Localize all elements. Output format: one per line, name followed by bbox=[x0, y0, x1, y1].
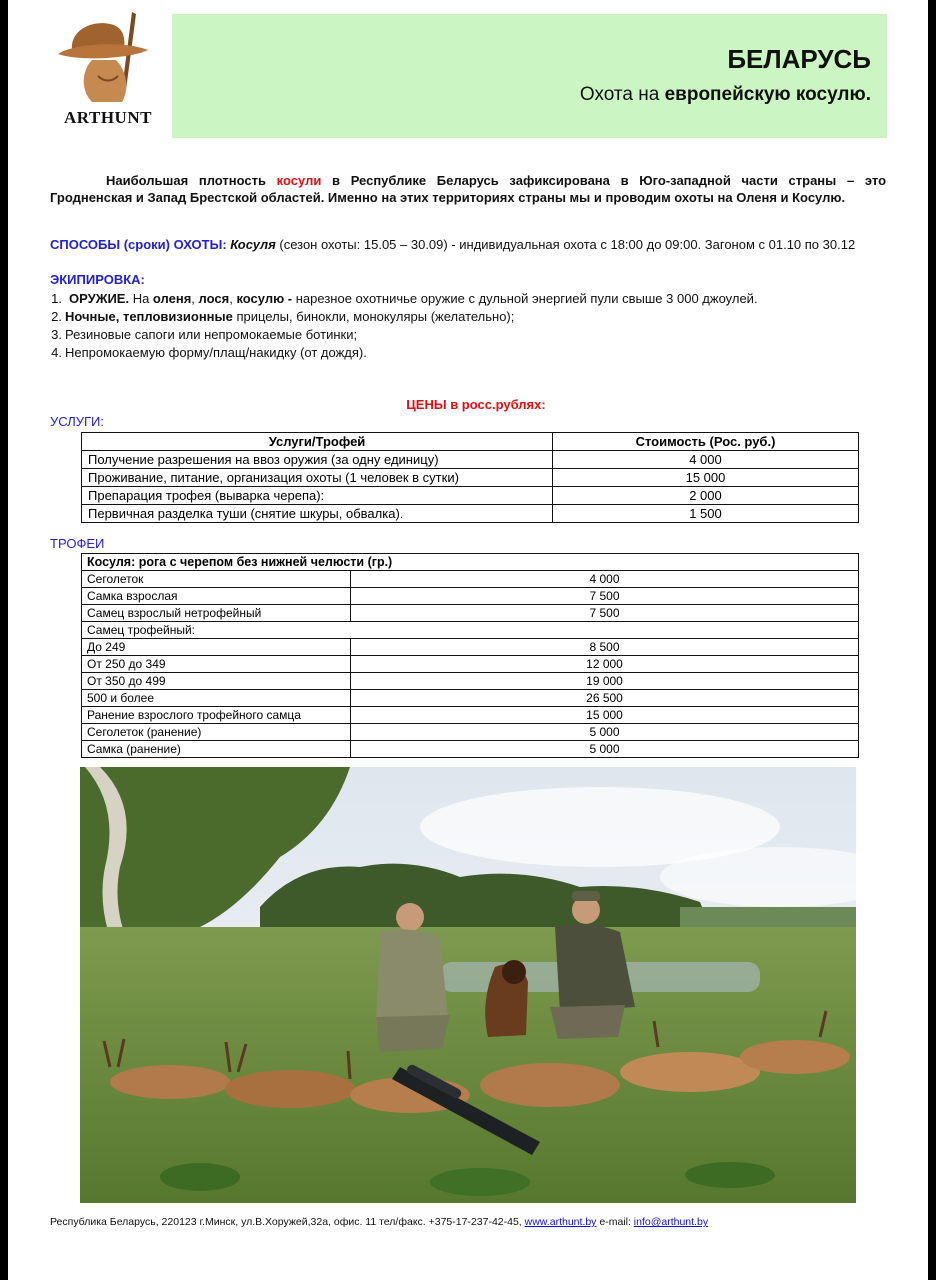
equipment-item bbox=[46, 308, 846, 326]
trophy-price: 26 500 bbox=[351, 690, 859, 707]
trophy-name: 500 и более bbox=[82, 690, 351, 707]
column-header: Стоимость (Рос. руб.) bbox=[553, 433, 859, 451]
equipment-item bbox=[46, 290, 846, 308]
trophy-price: 5 000 bbox=[351, 741, 859, 758]
document-page bbox=[8, 0, 928, 1280]
trophy-price: 12 000 bbox=[351, 656, 859, 673]
trophy-name: От 350 до 499 bbox=[82, 673, 351, 690]
trophy-price: 15 000 bbox=[351, 707, 859, 724]
trophy-name: Сеголеток bbox=[82, 571, 351, 588]
service-price: 4 000 bbox=[553, 451, 859, 469]
table-row bbox=[82, 487, 859, 505]
trophy-name: От 250 до 349 bbox=[82, 656, 351, 673]
service-name: Первичная разделка туши (снятие шкуры, обвалка). bbox=[82, 505, 553, 523]
prices-heading: ЦЕНЫ в росс.рублях: bbox=[406, 397, 546, 412]
methods-species: Косуля bbox=[230, 237, 276, 252]
list-number: 3. bbox=[51, 327, 62, 342]
table-row bbox=[82, 639, 859, 656]
intro-text-1: Наибольшая плотность bbox=[106, 173, 277, 188]
table-row bbox=[82, 588, 859, 605]
intro-highlight: косули bbox=[276, 173, 322, 188]
item-bold: ОРУЖИЕ. bbox=[69, 291, 130, 306]
service-price: 15 000 bbox=[553, 469, 859, 487]
trophy-name: Сеголеток (ранение) bbox=[82, 724, 351, 741]
trophy-subheading: Самец трофейный: bbox=[82, 622, 859, 639]
trophy-price: 5 000 bbox=[351, 724, 859, 741]
trophy-name: Самец взрослый нетрофейный bbox=[82, 605, 351, 622]
table-row bbox=[82, 724, 859, 741]
trophy-price: 8 500 bbox=[351, 639, 859, 656]
equipment-item bbox=[46, 344, 846, 362]
equipment-item bbox=[46, 326, 846, 344]
website-link[interactable]: www.arthunt.by bbox=[524, 1216, 597, 1228]
email-link[interactable]: info@arthunt.by bbox=[633, 1216, 709, 1228]
equipment-list bbox=[46, 290, 846, 362]
item-text: Резиновые сапоги или непромокаемые ботинки; bbox=[65, 327, 358, 342]
list-number: 4. bbox=[51, 345, 62, 360]
trophy-price: 7 500 bbox=[351, 588, 859, 605]
trophy-price: 4 000 bbox=[351, 571, 859, 588]
methods-label: СПОСОБЫ (сроки) ОХОТЫ: bbox=[50, 237, 227, 252]
item-text: , bbox=[229, 291, 237, 306]
hunting-methods bbox=[50, 236, 886, 254]
intro-paragraph bbox=[50, 172, 886, 206]
trophy-name: Самка (ранение) bbox=[82, 741, 351, 758]
table-row bbox=[82, 451, 859, 469]
table-row bbox=[82, 622, 859, 639]
trophy-price: 7 500 bbox=[351, 605, 859, 622]
table-row bbox=[82, 469, 859, 487]
item-bold: лося bbox=[198, 291, 230, 306]
item-text: Непромокаемую форму/плащ/накидку (от дождя). bbox=[65, 345, 367, 360]
service-name: Получение разрешения на ввоз оружия (за одну единицу) bbox=[82, 451, 553, 469]
item-text: , bbox=[191, 291, 199, 306]
table-row bbox=[82, 656, 859, 673]
equipment-label: ЭКИПИРОВКА: bbox=[50, 272, 145, 287]
services-table bbox=[81, 432, 859, 523]
header-banner bbox=[172, 14, 887, 138]
table-row bbox=[82, 605, 859, 622]
item-bold: Ночные, тепловизионные bbox=[65, 309, 233, 324]
page-subtitle bbox=[580, 84, 871, 106]
table-row bbox=[82, 690, 859, 707]
email-label: e-mail: bbox=[596, 1216, 634, 1228]
footer-contacts bbox=[50, 1216, 708, 1228]
table-row bbox=[82, 707, 859, 724]
hunter-hat-icon bbox=[52, 10, 164, 106]
trophy-price: 19 000 bbox=[351, 673, 859, 690]
table-row bbox=[82, 571, 859, 588]
item-text: На bbox=[129, 291, 153, 306]
column-header: Услуги/Трофей bbox=[82, 433, 553, 451]
item-text: прицелы, бинокли, монокуляры (желательно); bbox=[232, 309, 515, 324]
item-bold: косулю - bbox=[236, 291, 293, 306]
arthunt-logo bbox=[52, 10, 164, 128]
table-row bbox=[82, 741, 859, 758]
trophies-label: ТРОФЕИ bbox=[50, 536, 105, 551]
trophies-table bbox=[81, 553, 859, 758]
methods-text: (сезон охоты: 15.05 – 30.09) - индивидуальная охота с 18:00 до 09:00. Загоном с 01.10 по 30.12 bbox=[275, 237, 856, 252]
trophy-name: Ранение взрослого трофейного самца bbox=[82, 707, 351, 724]
trophy-name: Самка взрослая bbox=[82, 588, 351, 605]
page-title: БЕЛАРУСЬ bbox=[727, 44, 871, 74]
logo-text: ARTHUNT bbox=[64, 108, 152, 127]
subtitle-text: Охота на bbox=[579, 84, 665, 105]
services-label: УСЛУГИ: bbox=[50, 414, 104, 429]
service-price: 1 500 bbox=[553, 505, 859, 523]
item-text: нарезное охотничье оружие с дульной энергией пули свыше 3 000 джоулей. bbox=[292, 291, 758, 306]
list-number: 2. bbox=[51, 309, 62, 324]
table-row bbox=[82, 505, 859, 523]
list-number: 1. bbox=[51, 291, 62, 306]
table-header-row bbox=[82, 433, 859, 451]
footer-address: Республика Беларусь, 220123 г.Минск, ул.В.Хоружей,32а, офис. 11 тел/факс. +375-17-237-42-45, bbox=[50, 1216, 525, 1228]
table-header-row bbox=[82, 554, 859, 571]
trophy-name: До 249 bbox=[82, 639, 351, 656]
service-price: 2 000 bbox=[553, 487, 859, 505]
item-bold: оленя bbox=[152, 291, 192, 306]
hunting-photo bbox=[80, 767, 856, 1203]
trophies-header: Косуля: рога с черепом без нижней челюсти (гр.) bbox=[82, 554, 859, 571]
intro-text-2: в Республике Беларусь зафиксирована в Юго-западной части страны – это Гродненская и Запад Брестской областей. Именно на этих территориях страны мы и проводим охоты на Оленя и Косулю. bbox=[50, 173, 887, 205]
subtitle-bold-text: европейскую косулю. bbox=[664, 84, 871, 105]
hunters-with-roe-deer-image bbox=[80, 767, 856, 1203]
service-name: Проживание, питание, организация охоты (1 человек в сутки) bbox=[82, 469, 553, 487]
table-row bbox=[82, 673, 859, 690]
service-name: Препарация трофея (выварка черепа): bbox=[82, 487, 553, 505]
